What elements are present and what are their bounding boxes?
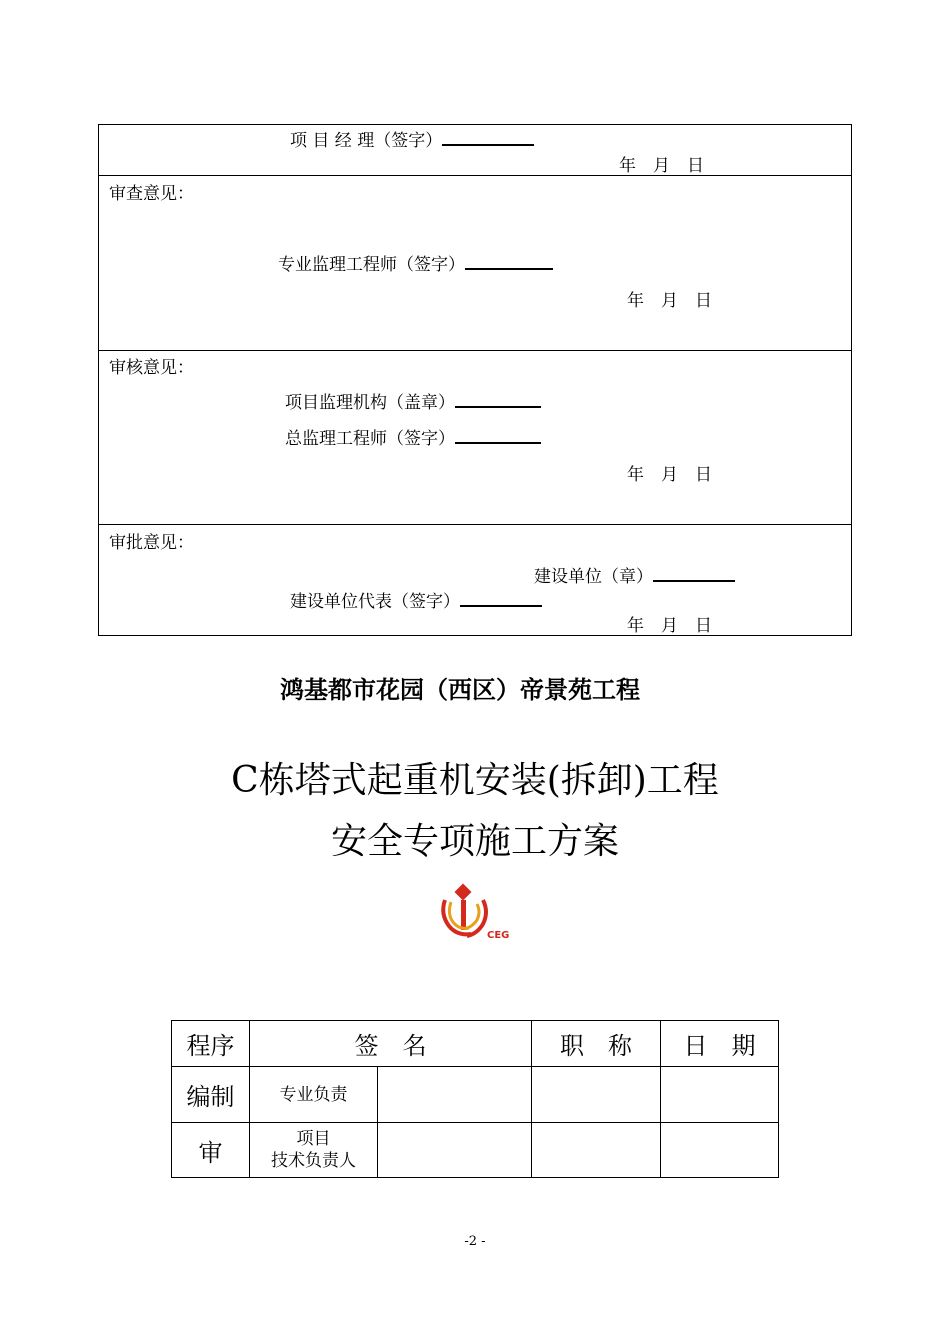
audit-sign-line[interactable]: [455, 428, 541, 444]
review-heading: 审查意见：: [109, 184, 194, 204]
step-cell: 编制: [172, 1067, 250, 1123]
title-cell[interactable]: [532, 1067, 661, 1123]
signature-cell[interactable]: [378, 1123, 532, 1178]
approve-signer-label: 建设单位代表（签字）: [290, 587, 542, 612]
pm-sign-label: 项 目 经 理（签字）: [290, 126, 534, 151]
header-title: 职 称: [532, 1021, 661, 1067]
role-cell: [250, 1123, 378, 1178]
approve-heading: 审批意见：: [109, 533, 194, 553]
approve-org-label: 建设单位（章）: [534, 562, 735, 587]
sign-off-table: [171, 1020, 779, 1178]
audit-date: 年 月 日: [627, 465, 712, 485]
header-step: 程序: [172, 1021, 250, 1067]
approve-org-line[interactable]: [653, 566, 735, 582]
audit-org-line[interactable]: [455, 392, 541, 408]
date-cell[interactable]: [661, 1123, 779, 1178]
table-row: [172, 1123, 779, 1178]
company-logo: [437, 880, 517, 946]
project-name: 鸿基都市花园（西区）帝景苑工程: [280, 676, 640, 704]
approve-section: [98, 524, 852, 636]
approve-date: 年 月 日: [627, 616, 712, 636]
logo-text: CEG: [487, 930, 510, 941]
role-cell: 专业负责: [250, 1067, 378, 1123]
table-header-row: [172, 1021, 779, 1067]
title-cell[interactable]: [532, 1123, 661, 1178]
header-signature: 签 名: [250, 1021, 532, 1067]
approve-sign-line[interactable]: [460, 591, 542, 607]
review-date: 年 月 日: [627, 291, 712, 311]
doc-title-line2: 安全专项施工方案: [330, 821, 619, 862]
signature-cell[interactable]: [378, 1067, 532, 1123]
role-line1: 项目: [296, 1129, 331, 1149]
audit-heading: 审核意见：: [109, 358, 194, 378]
doc-title-line1: C栋塔式起重机安装(拆卸)工程: [231, 760, 719, 801]
header-date: 日 期: [661, 1021, 779, 1067]
review-sign-line[interactable]: [465, 254, 553, 270]
pm-sign-line[interactable]: [442, 130, 534, 146]
audit-org-label: 项目监理机构（盖章）: [285, 388, 541, 413]
date-cell[interactable]: [661, 1067, 779, 1123]
review-signer-label: 专业监理工程师（签字）: [278, 250, 553, 275]
table-row: [172, 1067, 779, 1123]
step-cell: 审: [172, 1123, 250, 1178]
role-line2: 技术负责人: [271, 1151, 356, 1171]
pm-sign-date: 年 月 日: [619, 156, 704, 176]
page-number: -2 -: [464, 1234, 486, 1249]
audit-signer-label: 总监理工程师（签字）: [285, 424, 541, 449]
